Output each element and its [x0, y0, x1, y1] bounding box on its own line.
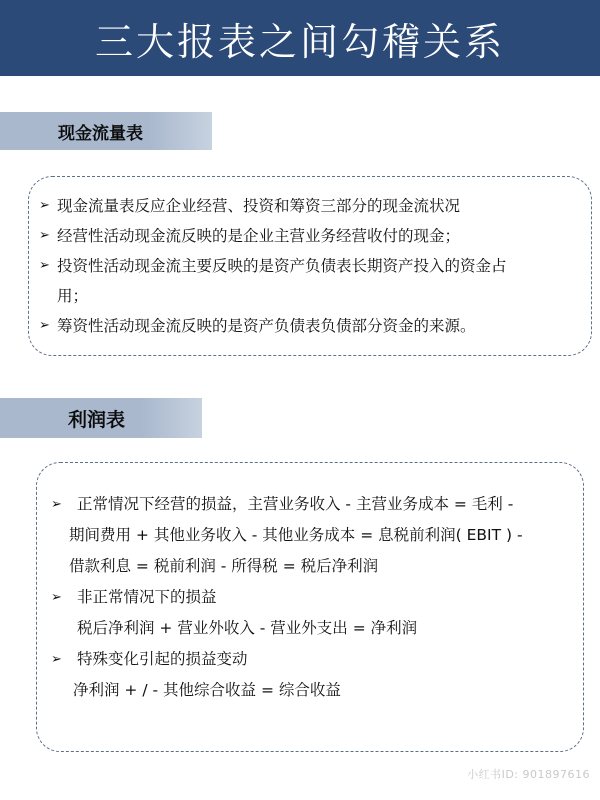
- arrow-bullet-icon: ➢: [39, 228, 50, 243]
- income-statement-box: [36, 462, 584, 752]
- list-item: [51, 644, 569, 675]
- formula-line: 期间费用 + 其他业务收入 - 其他业务成本 = 息税前利润( EBIT ) -: [69, 526, 523, 544]
- list-item-continuation: 用；: [57, 287, 89, 305]
- list-item: [39, 251, 581, 281]
- arrow-bullet-icon: ➢: [39, 258, 50, 273]
- list-item: [39, 191, 581, 221]
- formula-line: 净利润 + / - 其他综合收益 = 综合收益: [73, 681, 341, 699]
- title-bar: [0, 0, 600, 76]
- formula-line: 借款利息 = 税前利润 - 所得税 = 税后净利润: [69, 557, 379, 575]
- section-tab-cash-flow: [0, 112, 212, 150]
- list-item-text: 投资性活动现金流主要反映的是资产负债表长期资产投入的资金占: [57, 257, 507, 275]
- list-item-text: 非正常情况下的损益: [77, 588, 217, 606]
- arrow-bullet-icon: ➢: [39, 318, 50, 333]
- cash-flow-box: [28, 176, 592, 356]
- arrow-bullet-icon: ➢: [39, 198, 50, 213]
- arrow-bullet-icon: ➢: [51, 590, 62, 605]
- section-tab-income-statement: [0, 398, 202, 438]
- list-item-text: 筹资性活动现金流反映的是资产负债表负债部分资金的来源。: [57, 317, 476, 335]
- formula-line: 税后净利润 + 营业外收入 - 营业外支出 = 净利润: [77, 619, 418, 637]
- list-item: [51, 489, 569, 520]
- arrow-bullet-icon: ➢: [51, 652, 62, 667]
- section-heading-cash-flow: 现金流量表: [58, 123, 143, 144]
- list-item-text: 正常情况下经营的损益，主营业务收入 - 主营业务成本 = 毛利 -: [77, 495, 514, 513]
- list-item: [39, 311, 581, 341]
- list-item-text: 经营性活动现金流反映的是企业主营业务经营收付的现金；: [57, 227, 461, 245]
- list-item: [51, 582, 569, 613]
- list-item: [39, 221, 581, 251]
- watermark: 小红书ID: 901897616: [467, 768, 590, 781]
- list-item-text: 现金流量表反应企业经营、投资和筹资三部分的现金流状况: [57, 197, 461, 215]
- arrow-bullet-icon: ➢: [51, 497, 62, 512]
- page-title: 三大报表之间勾稽关系: [94, 19, 505, 64]
- list-item-text: 特殊变化引起的损益变动: [77, 650, 248, 668]
- section-heading-income-statement: 利润表: [68, 408, 126, 431]
